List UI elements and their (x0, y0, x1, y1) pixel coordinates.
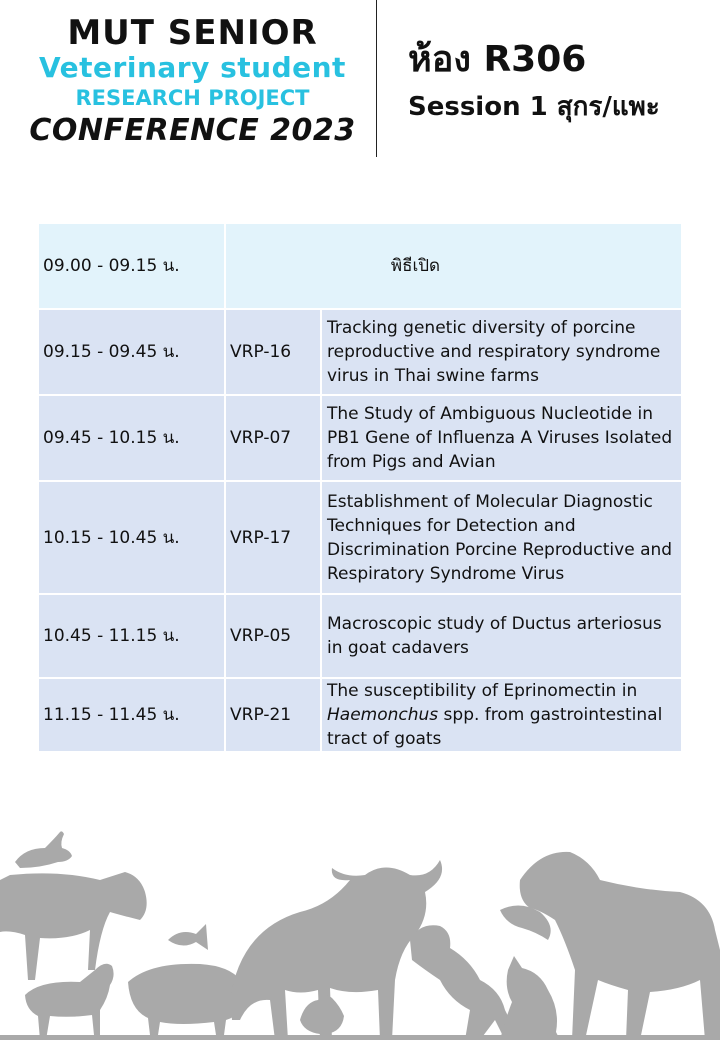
title-text-italic: Haemonchus (327, 705, 439, 725)
code-cell: VRP-17 (226, 482, 322, 595)
title-cell: Tracking genetic diversity of porcine reproductive and respiratory syndrome virus in Thai swine farms (322, 310, 681, 396)
schedule-table (39, 224, 681, 753)
time-cell: 09.00 - 09.15 น. (39, 224, 226, 310)
table-row (39, 482, 681, 595)
time-cell: 10.45 - 11.15 น. (39, 595, 226, 679)
title-cell: The Study of Ambiguous Nucleotide in PB1 Gene of Influenza A Viruses Isolated from Pigs and Avian (322, 396, 681, 482)
logo-line-3: RESEARCH PROJECT (75, 86, 310, 110)
table-row (39, 595, 681, 679)
table-row (39, 396, 681, 482)
title-cell: Macroscopic study of Ductus arteriosus in goat cadavers (322, 595, 681, 679)
time-cell: 11.15 - 11.45 น. (39, 679, 226, 753)
code-cell: VRP-05 (226, 595, 322, 679)
code-cell: VRP-07 (226, 396, 322, 482)
time-cell: 09.15 - 09.45 น. (39, 310, 226, 396)
conference-logo (20, 14, 365, 150)
logo-line-2: Veterinary student (39, 51, 346, 84)
table-row (39, 310, 681, 396)
time-cell: 10.15 - 10.45 น. (39, 482, 226, 595)
header-divider (376, 0, 377, 157)
logo-line-4: CONFERENCE 2023 (29, 113, 356, 148)
table-row (39, 679, 681, 753)
header (0, 0, 720, 160)
opening-ceremony-cell: พิธีเปิด (226, 224, 681, 310)
session-title: Session 1 สุกร/แพะ (408, 92, 660, 122)
table-row-opening (39, 224, 681, 310)
logo-line-1: MUT SENIOR (67, 13, 318, 53)
title-cell (322, 679, 681, 753)
title-cell: Establishment of Molecular Diagnostic Techniques for Detection and Discrimination Porcine Reproductive and Respiratory Syndrome Virus (322, 482, 681, 595)
code-cell: VRP-16 (226, 310, 322, 396)
title-text-start: The susceptibility of Eprinomectin in (327, 681, 638, 701)
room-title: ห้อง R306 (408, 39, 587, 80)
title-text-end: spp. from gastrointestinal tract of goats (327, 705, 663, 749)
code-cell: VRP-21 (226, 679, 322, 753)
farm-animals-silhouette-icon (0, 820, 720, 1040)
time-cell: 09.45 - 10.15 น. (39, 396, 226, 482)
